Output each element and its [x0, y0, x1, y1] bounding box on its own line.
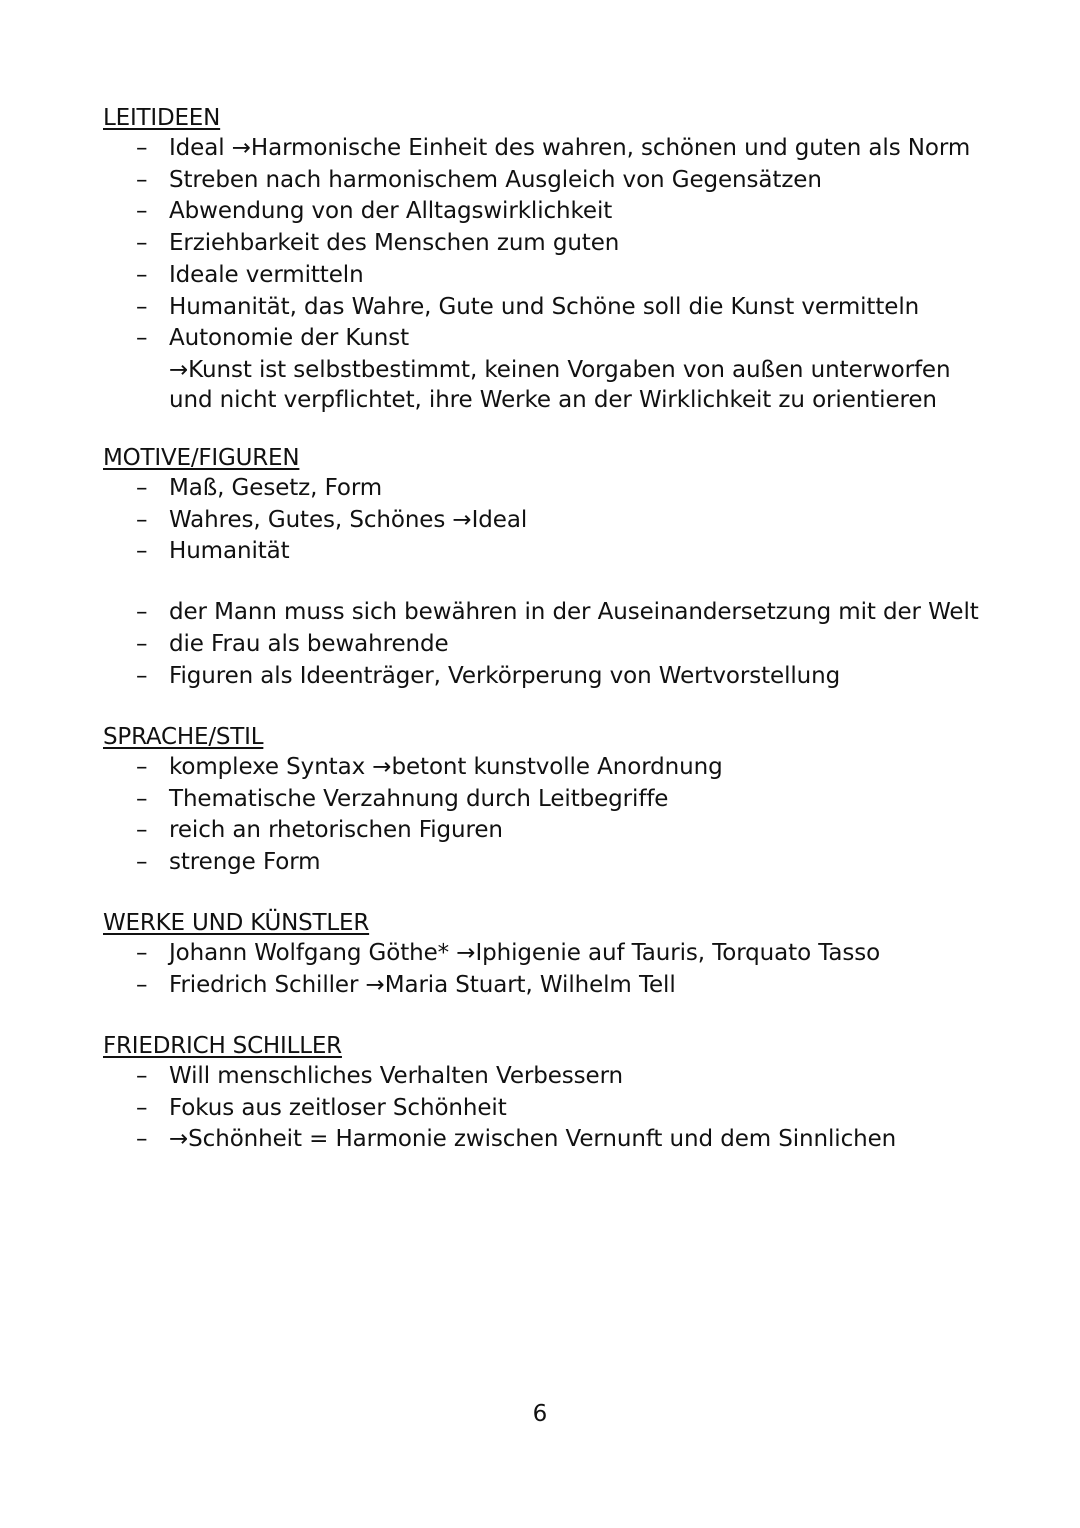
list-item-text: →Schönheit = Harmonie zwischen Vernunft und dem Sinnlichen: [169, 1126, 897, 1153]
list-item-text: Friedrich Schiller →Maria Stuart, Wilhelm Tell: [169, 971, 676, 998]
list-item: [103, 292, 1003, 324]
dash-bullet: –: [136, 1094, 148, 1121]
list-item: [103, 815, 1003, 847]
list-item-text: Johann Wolfgang Göthe* →Iphigenie auf Tauris, Torquato Tasso: [169, 940, 881, 966]
list-item-text: reich an rhetorischen Figuren: [169, 817, 503, 844]
list-item-text: Autonomie der Kunst: [169, 325, 410, 352]
section-heading: FRIEDRICH SCHILLER: [103, 1033, 342, 1059]
list-item: [103, 847, 1003, 879]
dash-bullet: –: [136, 293, 148, 320]
dash-bullet: –: [136, 785, 148, 812]
section-sprache-stil: [103, 722, 1003, 879]
list-item-text: Streben nach harmonischem Ausgleich von Gegensätzen: [169, 166, 822, 193]
dash-bullet: –: [136, 754, 148, 780]
dash-bullet: –: [136, 1126, 148, 1153]
dash-bullet: –: [136, 261, 148, 288]
list-item-text: Abwendung von der Alltagswirklichkeit: [169, 198, 613, 225]
list-item: [103, 323, 1003, 355]
spacer: [103, 568, 1003, 597]
list-item-text: Ideal →Harmonische Einheit des wahren, schönen und guten als Norm: [169, 135, 971, 161]
list-item: [103, 970, 1003, 1002]
dash-bullet: –: [136, 325, 148, 352]
list-item-text: komplexe Syntax →betont kunstvolle Anordnung: [169, 754, 723, 780]
list-item-text: Erziehbarkeit des Menschen zum guten: [169, 230, 620, 257]
list-item-text: der Mann muss sich bewähren in der Auseinandersetzung mit der Welt: [169, 599, 979, 626]
bullet-list: [103, 133, 1003, 355]
bullet-list: [103, 938, 1003, 1001]
list-item: [103, 661, 1003, 693]
list-item: [103, 505, 1003, 537]
dash-bullet: –: [136, 538, 148, 565]
dash-bullet: –: [136, 166, 148, 193]
list-item-text: Will menschliches Verhalten Verbessern: [169, 1063, 624, 1089]
dash-bullet: –: [136, 630, 148, 657]
dash-bullet: –: [136, 475, 148, 501]
dash-bullet: –: [136, 230, 148, 257]
section-friedrich-schiller: [103, 1031, 1003, 1156]
bullet-list: [103, 597, 1003, 692]
dash-bullet: –: [136, 971, 148, 998]
list-item-text: Humanität, das Wahre, Gute und Schöne soll die Kunst vermitteln: [169, 293, 920, 320]
list-item: [103, 165, 1003, 197]
list-item-text: die Frau als bewahrende: [169, 630, 449, 657]
list-item-text: Figuren als Ideenträger, Verkörperung von Wertvorstellung: [169, 662, 841, 689]
sub-line: →Kunst ist selbstbestimmt, keinen Vorgaben von außen unterworfen: [169, 356, 951, 383]
list-item: [103, 938, 1003, 970]
sub-line: und nicht verpflichtet, ihre Werke an der Wirklichkeit zu orientieren: [169, 386, 937, 413]
list-item-text: Humanität: [169, 538, 290, 565]
list-item: [103, 133, 1003, 165]
section-werke-kuenstler: [103, 908, 1003, 1001]
list-item: [103, 629, 1003, 661]
list-item: [103, 228, 1003, 260]
list-item: [103, 536, 1003, 568]
dash-bullet: –: [136, 849, 148, 876]
list-item-text: Thematische Verzahnung durch Leitbegriffe: [169, 785, 669, 812]
dash-bullet: –: [136, 662, 148, 689]
list-item: [103, 1093, 1003, 1125]
list-item-text: Wahres, Gutes, Schönes →Ideal: [169, 506, 528, 533]
dash-bullet: –: [136, 1063, 148, 1089]
bullet-list: [103, 1061, 1003, 1156]
list-item: [103, 1061, 1003, 1093]
page-number: 6: [532, 1401, 548, 1427]
list-item-text: Fokus aus zeitloser Schönheit: [169, 1094, 507, 1121]
section-heading: LEITIDEEN: [103, 105, 221, 131]
list-item-text: strenge Form: [169, 849, 321, 876]
list-item: [103, 784, 1003, 816]
dash-bullet: –: [136, 599, 148, 626]
list-item: [103, 1124, 1003, 1156]
dash-bullet: –: [136, 506, 148, 533]
section-heading: MOTIVE/FIGUREN: [103, 445, 300, 471]
section-heading: SPRACHE/STIL: [103, 724, 264, 750]
list-item-text: Ideale vermitteln: [169, 261, 364, 288]
list-item: [103, 752, 1003, 784]
list-item: [103, 597, 1003, 629]
list-item: [103, 260, 1003, 292]
list-item-text: Maß, Gesetz, Form: [169, 475, 383, 501]
section-heading: WERKE UND KÜNSTLER: [103, 910, 370, 936]
bullet-list: [103, 752, 1003, 879]
list-item: [103, 196, 1003, 228]
dash-bullet: –: [136, 940, 148, 966]
section-motive-figuren: [103, 443, 1003, 692]
dash-bullet: –: [136, 198, 148, 225]
dash-bullet: –: [136, 817, 148, 844]
bullet-list: [103, 473, 1003, 568]
dash-bullet: –: [136, 135, 148, 161]
section-leitideen: [103, 103, 1003, 415]
list-item: [103, 473, 1003, 505]
